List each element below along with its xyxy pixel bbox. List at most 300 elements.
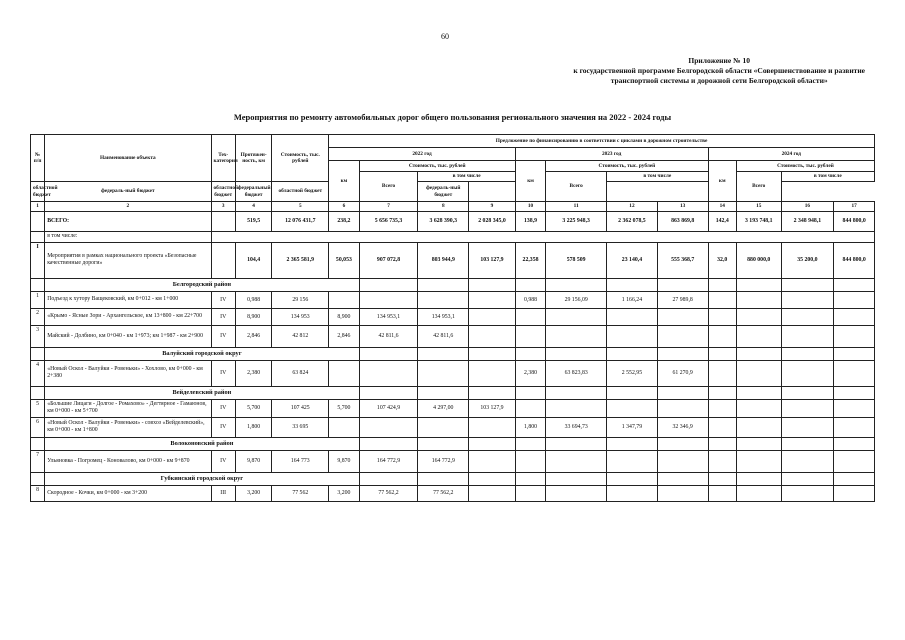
region-empty-cell — [469, 386, 516, 399]
value-cell — [329, 291, 359, 308]
appendix-header — [573, 56, 865, 86]
value-cell — [781, 360, 834, 386]
row-num: 4 — [31, 360, 45, 386]
section-row — [31, 242, 875, 278]
region-row — [31, 472, 875, 485]
table-header — [31, 135, 875, 202]
column-index-cell: 13 — [657, 202, 708, 212]
value-cell — [329, 417, 359, 437]
value-cell: 0,988 — [515, 291, 545, 308]
value-cell — [834, 360, 875, 386]
region-empty-cell — [736, 437, 781, 450]
region-empty-cell — [708, 347, 736, 360]
value-cell — [834, 291, 875, 308]
table-row — [31, 485, 875, 501]
region-empty-cell — [546, 386, 607, 399]
value-cell — [834, 450, 875, 472]
table-row — [31, 399, 875, 417]
value-cell — [607, 308, 658, 325]
value-cell — [708, 360, 736, 386]
value-cell — [781, 399, 834, 417]
value-cell: 164 772,9 — [359, 450, 418, 472]
region-empty-cell — [834, 386, 875, 399]
value-cell — [515, 450, 545, 472]
value-cell: 164 773 — [272, 450, 329, 472]
header-cost: Стоимость, тыс. рублей — [272, 135, 329, 182]
including-num-cell — [31, 231, 45, 242]
value-cell: 8,900 — [329, 308, 359, 325]
value-cell: 519,5 — [235, 211, 272, 231]
column-index-cell: 12 — [607, 202, 658, 212]
value-cell — [834, 417, 875, 437]
value-cell — [329, 360, 359, 386]
region-empty-cell — [546, 472, 607, 485]
value-cell: 29 156 — [272, 291, 329, 308]
value-cell — [418, 417, 469, 437]
value-cell — [359, 360, 418, 386]
column-index-row — [31, 202, 875, 212]
value-cell — [708, 291, 736, 308]
value-cell: 5,700 — [329, 399, 359, 417]
value-cell: IV — [211, 308, 235, 325]
region-empty-cell — [469, 347, 516, 360]
region-empty-cell — [657, 278, 708, 291]
value-cell: 164 772,9 — [418, 450, 469, 472]
value-cell: 880 000,0 — [736, 242, 781, 278]
value-cell: 107 425 — [272, 399, 329, 417]
value-cell — [834, 325, 875, 347]
column-index-cell: 5 — [272, 202, 329, 212]
value-cell: 2 362 078,5 — [607, 211, 658, 231]
value-cell — [418, 291, 469, 308]
value-cell: 63 824 — [272, 360, 329, 386]
header-year-2022: 2022 год — [329, 148, 516, 161]
header-including-2023: в том числе — [607, 172, 708, 182]
region-empty-cell — [515, 278, 545, 291]
total-num-cell — [31, 211, 45, 231]
value-cell — [211, 242, 235, 278]
region-empty-cell — [708, 278, 736, 291]
value-cell — [736, 485, 781, 501]
value-cell: 42 812 — [272, 325, 329, 347]
table-row — [31, 417, 875, 437]
header-km-2023: км — [515, 161, 545, 202]
header-regional-2023: областной бюджет — [211, 182, 235, 202]
header-total-2022: Всего — [359, 172, 418, 202]
value-cell — [515, 308, 545, 325]
region-empty-cell — [31, 278, 45, 291]
region-empty-cell — [359, 472, 418, 485]
column-index-cell: 6 — [329, 202, 359, 212]
region-empty-cell — [657, 347, 708, 360]
region-empty-cell — [607, 472, 658, 485]
header-including-2022: в том числе — [418, 172, 515, 182]
value-cell — [469, 417, 516, 437]
roads-repair-table — [30, 134, 875, 502]
region-empty-cell — [31, 347, 45, 360]
value-cell — [736, 325, 781, 347]
value-cell: 5,700 — [235, 399, 272, 417]
column-index-cell: 1 — [31, 202, 45, 212]
value-cell: 103 127,9 — [469, 242, 516, 278]
value-cell: IV — [211, 360, 235, 386]
value-cell: 803 944,9 — [418, 242, 469, 278]
value-cell — [515, 485, 545, 501]
value-cell — [781, 485, 834, 501]
value-cell — [469, 325, 516, 347]
region-empty-cell — [736, 386, 781, 399]
region-row — [31, 437, 875, 450]
value-cell — [607, 399, 658, 417]
table-row — [31, 291, 875, 308]
value-cell — [607, 450, 658, 472]
value-cell: 2 365 581,9 — [272, 242, 329, 278]
row-name: Подъезд к хутору Ващековский, км 0+012 - км 1+000 — [45, 291, 211, 308]
header-category: Тех-категория — [211, 135, 235, 182]
value-cell — [708, 325, 736, 347]
region-empty-cell — [736, 472, 781, 485]
header-regional-2022: областной бюджет — [31, 182, 45, 202]
value-cell — [359, 291, 418, 308]
value-cell: 3,200 — [329, 485, 359, 501]
header-total-2024: Всего — [736, 172, 781, 202]
column-index-cell: 8 — [418, 202, 469, 212]
region-empty-cell — [708, 472, 736, 485]
value-cell: 2 028 345,0 — [469, 211, 516, 231]
value-cell — [736, 399, 781, 417]
section-name: Мероприятия в рамках национального проекта «Безопасные качественные дороги» — [45, 242, 211, 278]
header-num: № п/п — [31, 135, 45, 182]
header-federal-2024: федераль-ный бюджет — [418, 182, 469, 202]
value-cell: 2,846 — [235, 325, 272, 347]
value-cell: 63 823,83 — [546, 360, 607, 386]
value-cell — [708, 450, 736, 472]
value-cell — [469, 485, 516, 501]
column-index-cell: 10 — [515, 202, 545, 212]
region-empty-cell — [834, 347, 875, 360]
header-including-2024: в том числе — [781, 172, 874, 182]
region-empty-cell — [607, 437, 658, 450]
row-name: Майский - Долбино, км 0+040 - км 1+973; км 1+987 - км 2+900 — [45, 325, 211, 347]
value-cell — [781, 308, 834, 325]
header-regional-2024: областной бюджет — [272, 182, 329, 202]
value-cell — [736, 417, 781, 437]
region-empty-cell — [736, 278, 781, 291]
row-num: 1 — [31, 291, 45, 308]
value-cell — [515, 399, 545, 417]
table-body — [31, 202, 875, 502]
including-row — [31, 231, 875, 242]
value-cell — [834, 485, 875, 501]
value-cell: III — [211, 485, 235, 501]
appendix-line-1: к государственной программе Белгородской области «Совершенствование и развитие — [573, 66, 865, 75]
column-index-cell: 3 — [211, 202, 235, 212]
column-index-cell: 2 — [45, 202, 211, 212]
value-cell — [418, 360, 469, 386]
value-cell: 5 656 735,3 — [359, 211, 418, 231]
value-cell: IV — [211, 450, 235, 472]
value-cell: 50,053 — [329, 242, 359, 278]
value-cell: IV — [211, 325, 235, 347]
region-empty-cell — [359, 437, 418, 450]
row-name: «Крымо - Ясные Зори - Архангельское, км 13+800 - км 22+700 — [45, 308, 211, 325]
value-cell: 27 989,8 — [657, 291, 708, 308]
value-cell: 103 127,9 — [469, 399, 516, 417]
value-cell — [515, 325, 545, 347]
region-name: Вейделевский район — [45, 386, 359, 399]
region-empty-cell — [657, 386, 708, 399]
table-row — [31, 308, 875, 325]
column-index-cell: 17 — [834, 202, 875, 212]
region-empty-cell — [657, 472, 708, 485]
column-index-cell: 14 — [708, 202, 736, 212]
value-cell: 61 270,9 — [657, 360, 708, 386]
including-empty-cell — [211, 231, 874, 242]
value-cell — [781, 325, 834, 347]
value-cell: 33 695 — [272, 417, 329, 437]
column-index-cell: 15 — [736, 202, 781, 212]
value-cell: 844 800,0 — [834, 211, 875, 231]
total-label: ВСЕГО: — [45, 211, 211, 231]
value-cell — [708, 485, 736, 501]
region-name: Волоконовский район — [45, 437, 359, 450]
region-empty-cell — [469, 278, 516, 291]
value-cell — [546, 485, 607, 501]
value-cell: 4 297,00 — [418, 399, 469, 417]
value-cell: 1,800 — [235, 417, 272, 437]
value-cell: 35 200,0 — [781, 242, 834, 278]
value-cell: 107 424,9 — [359, 399, 418, 417]
region-empty-cell — [418, 347, 469, 360]
value-cell: 12 076 431,7 — [272, 211, 329, 231]
value-cell — [469, 308, 516, 325]
value-cell: 3 628 390,3 — [418, 211, 469, 231]
value-cell: 0,988 — [235, 291, 272, 308]
region-row — [31, 278, 875, 291]
value-cell — [708, 417, 736, 437]
region-row — [31, 386, 875, 399]
document-title: Мероприятия по ремонту автомобильных дорог общего пользования регионального значения на 2022 - 2024 годы — [233, 112, 672, 122]
value-cell — [736, 291, 781, 308]
appendix-line-2: транспортной системы и дорожной сети Белгородской области» — [610, 76, 828, 85]
row-num: 2 — [31, 308, 45, 325]
value-cell: 1 166,24 — [607, 291, 658, 308]
value-cell — [546, 325, 607, 347]
column-index-cell: 16 — [781, 202, 834, 212]
header-length: Протяжен-ность, км — [235, 135, 272, 182]
value-cell — [781, 291, 834, 308]
value-cell: 1,800 — [515, 417, 545, 437]
column-index-cell: 9 — [469, 202, 516, 212]
value-cell — [546, 399, 607, 417]
region-empty-cell — [469, 472, 516, 485]
value-cell: 42 811,6 — [418, 325, 469, 347]
region-empty-cell — [781, 437, 834, 450]
region-empty-cell — [359, 386, 418, 399]
value-cell — [546, 450, 607, 472]
value-cell: IV — [211, 399, 235, 417]
region-empty-cell — [607, 278, 658, 291]
table-row — [31, 325, 875, 347]
row-num: 7 — [31, 450, 45, 472]
value-cell — [657, 399, 708, 417]
value-cell: 3 193 748,1 — [736, 211, 781, 231]
including-label: в том числе: — [45, 231, 211, 242]
region-empty-cell — [31, 437, 45, 450]
value-cell: 3,200 — [235, 485, 272, 501]
value-cell — [657, 485, 708, 501]
row-name: «Большие Лицаги - Долгое - Ромахово» - Дегтярное - Гамаюнов, км 0+000 - км 5+700 — [45, 399, 211, 417]
value-cell — [469, 450, 516, 472]
region-empty-cell — [515, 472, 545, 485]
region-empty-cell — [607, 386, 658, 399]
value-cell — [469, 360, 516, 386]
value-cell — [736, 308, 781, 325]
value-cell — [781, 450, 834, 472]
value-cell: 8,900 — [235, 308, 272, 325]
header-name: Наименование объекта — [45, 135, 211, 182]
value-cell: IV — [211, 417, 235, 437]
region-empty-cell — [31, 386, 45, 399]
row-num: 5 — [31, 399, 45, 417]
value-cell — [359, 417, 418, 437]
region-empty-cell — [359, 347, 418, 360]
region-empty-cell — [31, 472, 45, 485]
region-empty-cell — [515, 347, 545, 360]
value-cell: 2,380 — [235, 360, 272, 386]
region-empty-cell — [834, 472, 875, 485]
value-cell: 42 811,6 — [359, 325, 418, 347]
total-row — [31, 211, 875, 231]
value-cell: 77 562 — [272, 485, 329, 501]
value-cell: 138,9 — [515, 211, 545, 231]
header-cost-2023: Стоимость, тыс. рублей — [546, 161, 708, 172]
header-km-2022: км — [329, 161, 359, 202]
value-cell: 2,846 — [329, 325, 359, 347]
value-cell — [736, 360, 781, 386]
value-cell: 844 800,0 — [834, 242, 875, 278]
value-cell: 9,870 — [235, 450, 272, 472]
value-cell: 578 509 — [546, 242, 607, 278]
value-cell: 2,380 — [515, 360, 545, 386]
value-cell: 1 347,79 — [607, 417, 658, 437]
region-empty-cell — [708, 437, 736, 450]
table-row — [31, 450, 875, 472]
column-index-cell: 7 — [359, 202, 418, 212]
region-name: Губкинский городской округ — [45, 472, 359, 485]
header-federal-2022: федераль-ный бюджет — [45, 182, 211, 202]
value-cell: 33 694,73 — [546, 417, 607, 437]
value-cell: 134 953 — [272, 308, 329, 325]
value-cell: 238,2 — [329, 211, 359, 231]
value-cell: 2 348 948,1 — [781, 211, 834, 231]
value-cell: 907 072,8 — [359, 242, 418, 278]
region-empty-cell — [469, 437, 516, 450]
value-cell: 23 140,4 — [607, 242, 658, 278]
value-cell — [736, 450, 781, 472]
region-empty-cell — [546, 437, 607, 450]
value-cell: 22,358 — [515, 242, 545, 278]
region-empty-cell — [418, 472, 469, 485]
value-cell: 32 346,9 — [657, 417, 708, 437]
value-cell: 863 869,8 — [657, 211, 708, 231]
row-name: «Новый Оскол - Валуйки - Ровеньки» - Хохлово, км 0+000 - км 2+380 — [45, 360, 211, 386]
value-cell: IV — [211, 291, 235, 308]
value-cell: 134 953,1 — [359, 308, 418, 325]
value-cell — [469, 291, 516, 308]
value-cell — [657, 325, 708, 347]
header-cost-2024: Стоимость, тыс. рублей — [736, 161, 874, 172]
value-cell: 3 225 948,3 — [546, 211, 607, 231]
header-cost-2022: Стоимость, тыс. рублей — [359, 161, 515, 172]
table-row — [31, 360, 875, 386]
header-year-2024: 2024 год — [708, 148, 874, 161]
value-cell: 32,0 — [708, 242, 736, 278]
page-number: 60 — [441, 32, 449, 41]
value-cell: 2 552,95 — [607, 360, 658, 386]
region-empty-cell — [359, 278, 418, 291]
region-empty-cell — [515, 386, 545, 399]
header-federal-2023: федеральный бюджет — [235, 182, 272, 202]
value-cell: 142,4 — [708, 211, 736, 231]
value-cell — [834, 399, 875, 417]
header-funding: Предложение по финансированию в соответствии с циклами в дорожном строительстве — [329, 135, 875, 148]
region-empty-cell — [781, 386, 834, 399]
region-name: Валуйский городской округ — [45, 347, 359, 360]
region-empty-cell — [418, 437, 469, 450]
row-name: Скородное - Кочки, км 0+000 - км 3+200 — [45, 485, 211, 501]
region-empty-cell — [781, 278, 834, 291]
row-num: 3 — [31, 325, 45, 347]
appendix-title: Приложение № 10 — [688, 56, 750, 65]
value-cell: 29 156,09 — [546, 291, 607, 308]
value-cell — [834, 308, 875, 325]
value-cell: 104,4 — [235, 242, 272, 278]
region-empty-cell — [657, 437, 708, 450]
header-year-2023: 2023 год — [515, 148, 708, 161]
region-empty-cell — [515, 437, 545, 450]
value-cell — [211, 211, 235, 231]
region-empty-cell — [834, 278, 875, 291]
region-empty-cell — [607, 347, 658, 360]
value-cell — [607, 485, 658, 501]
region-name: Белгородский район — [45, 278, 359, 291]
value-cell: 134 953,1 — [418, 308, 469, 325]
region-empty-cell — [781, 472, 834, 485]
region-empty-cell — [708, 386, 736, 399]
region-empty-cell — [781, 347, 834, 360]
value-cell — [708, 399, 736, 417]
region-empty-cell — [834, 437, 875, 450]
header-km-2024: км — [708, 161, 736, 202]
section-num: I — [31, 242, 45, 278]
region-empty-cell — [546, 347, 607, 360]
value-cell: 555 368,7 — [657, 242, 708, 278]
column-index-cell: 11 — [546, 202, 607, 212]
value-cell — [657, 308, 708, 325]
value-cell: 77 562,2 — [359, 485, 418, 501]
row-num: 6 — [31, 417, 45, 437]
value-cell: 9,870 — [329, 450, 359, 472]
region-empty-cell — [736, 347, 781, 360]
header-total-2023: Всего — [546, 172, 607, 202]
value-cell — [781, 417, 834, 437]
value-cell — [607, 325, 658, 347]
region-empty-cell — [546, 278, 607, 291]
value-cell — [657, 450, 708, 472]
column-index-cell: 4 — [235, 202, 272, 212]
row-name: Ульяновка - Погромец - Коновалово, км 0+000 - км 9+870 — [45, 450, 211, 472]
